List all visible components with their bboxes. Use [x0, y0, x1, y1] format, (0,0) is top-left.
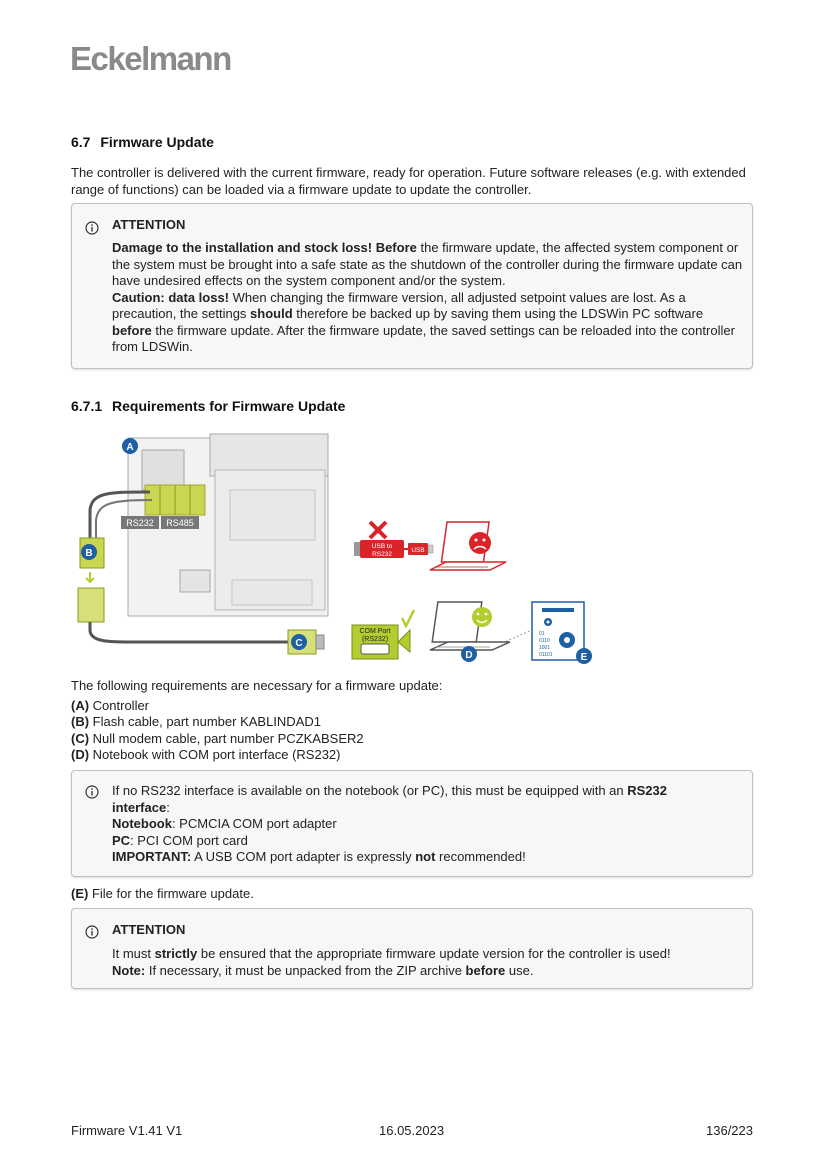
attention-before-bold: Before: [375, 240, 417, 255]
marker-c-label: C: [295, 638, 303, 649]
usb-adapter-label-1: USB to: [371, 543, 393, 550]
attention-box-damage: [71, 203, 753, 369]
marker-b-label: B: [85, 548, 93, 559]
null-modem-cable: [90, 622, 288, 642]
requirement-label: (D): [71, 747, 90, 762]
info-interface-bold: interface: [112, 799, 167, 815]
rs232-port-label: RS232: [126, 518, 154, 528]
file-bits-1: 01: [539, 631, 545, 637]
attention-damage-text: the firmware update, the affected system component or the system must be brought into a safe state as the shutdown of the controller during the firmware update can have undesired effects on the system component and/or the system.: [112, 240, 743, 288]
section-intro: The controller is delivered with the current firmware, ready for operation. Future software releases (e.g. with extended range of functions) can be loaded via a firmware update to update the controller.: [71, 165, 746, 197]
footer-firmware-version: Firmware V1.41 V1: [71, 1123, 183, 1138]
com-port-label-2: (RS232): [361, 636, 389, 643]
marker-d-label: D: [465, 650, 473, 661]
happy-face-icon: [472, 607, 492, 627]
info-pc-label: PC: [112, 832, 131, 848]
requirement-item: [71, 731, 364, 748]
requirement-item: [71, 714, 321, 731]
info-body: [112, 783, 744, 866]
requirement-text: Notebook with COM port interface (RS232): [89, 747, 341, 762]
com-port-label-1: COM Port: [359, 628, 391, 635]
attention-note-bold: Note:: [112, 962, 146, 978]
file-bits-4: 01101: [539, 652, 553, 658]
attention-box-version: [71, 908, 753, 989]
attention-strictly-bold: strictly: [154, 946, 198, 961]
requirement-item: [71, 698, 149, 715]
marker-e-label: E: [580, 652, 588, 663]
requirement-label: (E): [71, 886, 89, 901]
attention-body: [112, 946, 744, 979]
info-text: If no RS232 interface is available on the notebook (or PC), this must be equipped with an: [112, 783, 628, 798]
info-icon: [85, 785, 99, 799]
info-notebook-label: Notebook: [112, 816, 172, 831]
subsection-heading: [71, 398, 345, 414]
usb-adapter-not-recommended: [354, 522, 433, 558]
cross-icon: [370, 522, 386, 538]
notebook-happy: [430, 602, 510, 662]
firmware-setup-figure: [70, 430, 600, 666]
info-colon: :: [166, 799, 170, 815]
file-bits-3: 1001: [539, 645, 551, 651]
notebook-unhappy: [430, 522, 506, 570]
info-important-text-a: A USB COM port adapter is expressly: [191, 849, 416, 864]
footer-page-number: 136/223: [706, 1123, 753, 1138]
requirement-text: File for the firmware update.: [88, 886, 254, 901]
attention-damage-bold: Damage to the installation and stock loss!: [112, 240, 373, 255]
requirement-text: Controller: [89, 698, 150, 713]
eckelmann-logo: Eckelmann: [70, 40, 231, 77]
section-title: Firmware Update: [100, 134, 214, 150]
info-icon: [85, 925, 99, 939]
attention-note-text-b: use.: [505, 962, 534, 978]
info-important-text-b: recommended!: [435, 849, 526, 864]
attention-text-b: be ensured that the appropriate firmware update version for the controller is used!: [197, 946, 671, 961]
attention-before2-bold: before: [112, 322, 152, 338]
subsection-number: 6.7.1: [71, 398, 103, 414]
section-heading: [71, 134, 214, 150]
info-notebook-text: : PCMCIA COM port adapter: [171, 816, 337, 831]
info-important-label: IMPORTANT:: [112, 849, 192, 864]
com-port-adapter: [352, 610, 414, 659]
file-bits-2: 0110: [539, 638, 550, 644]
requirement-label: (A): [71, 698, 90, 713]
attention-before-bold: before: [465, 962, 506, 978]
attention-text-a: It must: [112, 946, 155, 961]
info-pc-text: : PCI COM port card: [130, 832, 248, 848]
arrow-down-icon: [86, 572, 94, 582]
attention-caution-text-a: When changing the firmware version, all adjusted setpoint values are lost. As a precaution, the settings: [112, 289, 686, 321]
info-icon: [85, 221, 99, 235]
rs485-port-label: RS485: [166, 518, 194, 528]
requirement-text: Flash cable, part number KABLINDAD1: [89, 714, 321, 729]
marker-a-label: A: [126, 442, 134, 453]
attention-should-bold: should: [250, 306, 293, 321]
footer-date: 16.05.2023: [379, 1123, 445, 1138]
section-number: 6.7: [71, 134, 91, 150]
requirement-item: [71, 747, 340, 764]
info-not-bold: not: [415, 849, 436, 864]
usb-plug-label: USB: [411, 547, 425, 554]
usb-adapter-label-2: RS232: [372, 551, 392, 558]
attention-title: ATTENTION: [112, 217, 186, 232]
subsection-title: Requirements for Firmware Update: [112, 398, 346, 414]
firmware-file-icon: [532, 602, 592, 664]
requirements-intro: The following requirements are necessary for a firmware update:: [71, 678, 443, 693]
sad-face-icon: [469, 532, 491, 554]
requirement-label: (B): [71, 714, 90, 729]
attention-caution-text-c: the firmware update. After the firmware update, the saved settings can be reloaded into the controller from LDSWin.: [112, 322, 735, 354]
attention-note-text-a: If necessary, it must be unpacked from the ZIP archive: [145, 962, 466, 978]
requirement-label: (C): [71, 731, 90, 746]
attention-caution-text-b: therefore be backed up by saving them using the LDSWin PC software: [292, 306, 704, 321]
null-modem-connector: [78, 588, 104, 622]
attention-caution-bold: Caution: data loss!: [112, 289, 230, 305]
requirement-text: Null modem cable, part number PCZKABSER2: [89, 731, 364, 746]
checkmark-icon: [402, 610, 414, 626]
attention-body: [112, 240, 744, 356]
info-box-rs232: [71, 770, 753, 877]
info-rs232-bold: RS232: [627, 783, 667, 798]
attention-title: ATTENTION: [112, 922, 186, 937]
requirement-item-e: [71, 886, 254, 903]
